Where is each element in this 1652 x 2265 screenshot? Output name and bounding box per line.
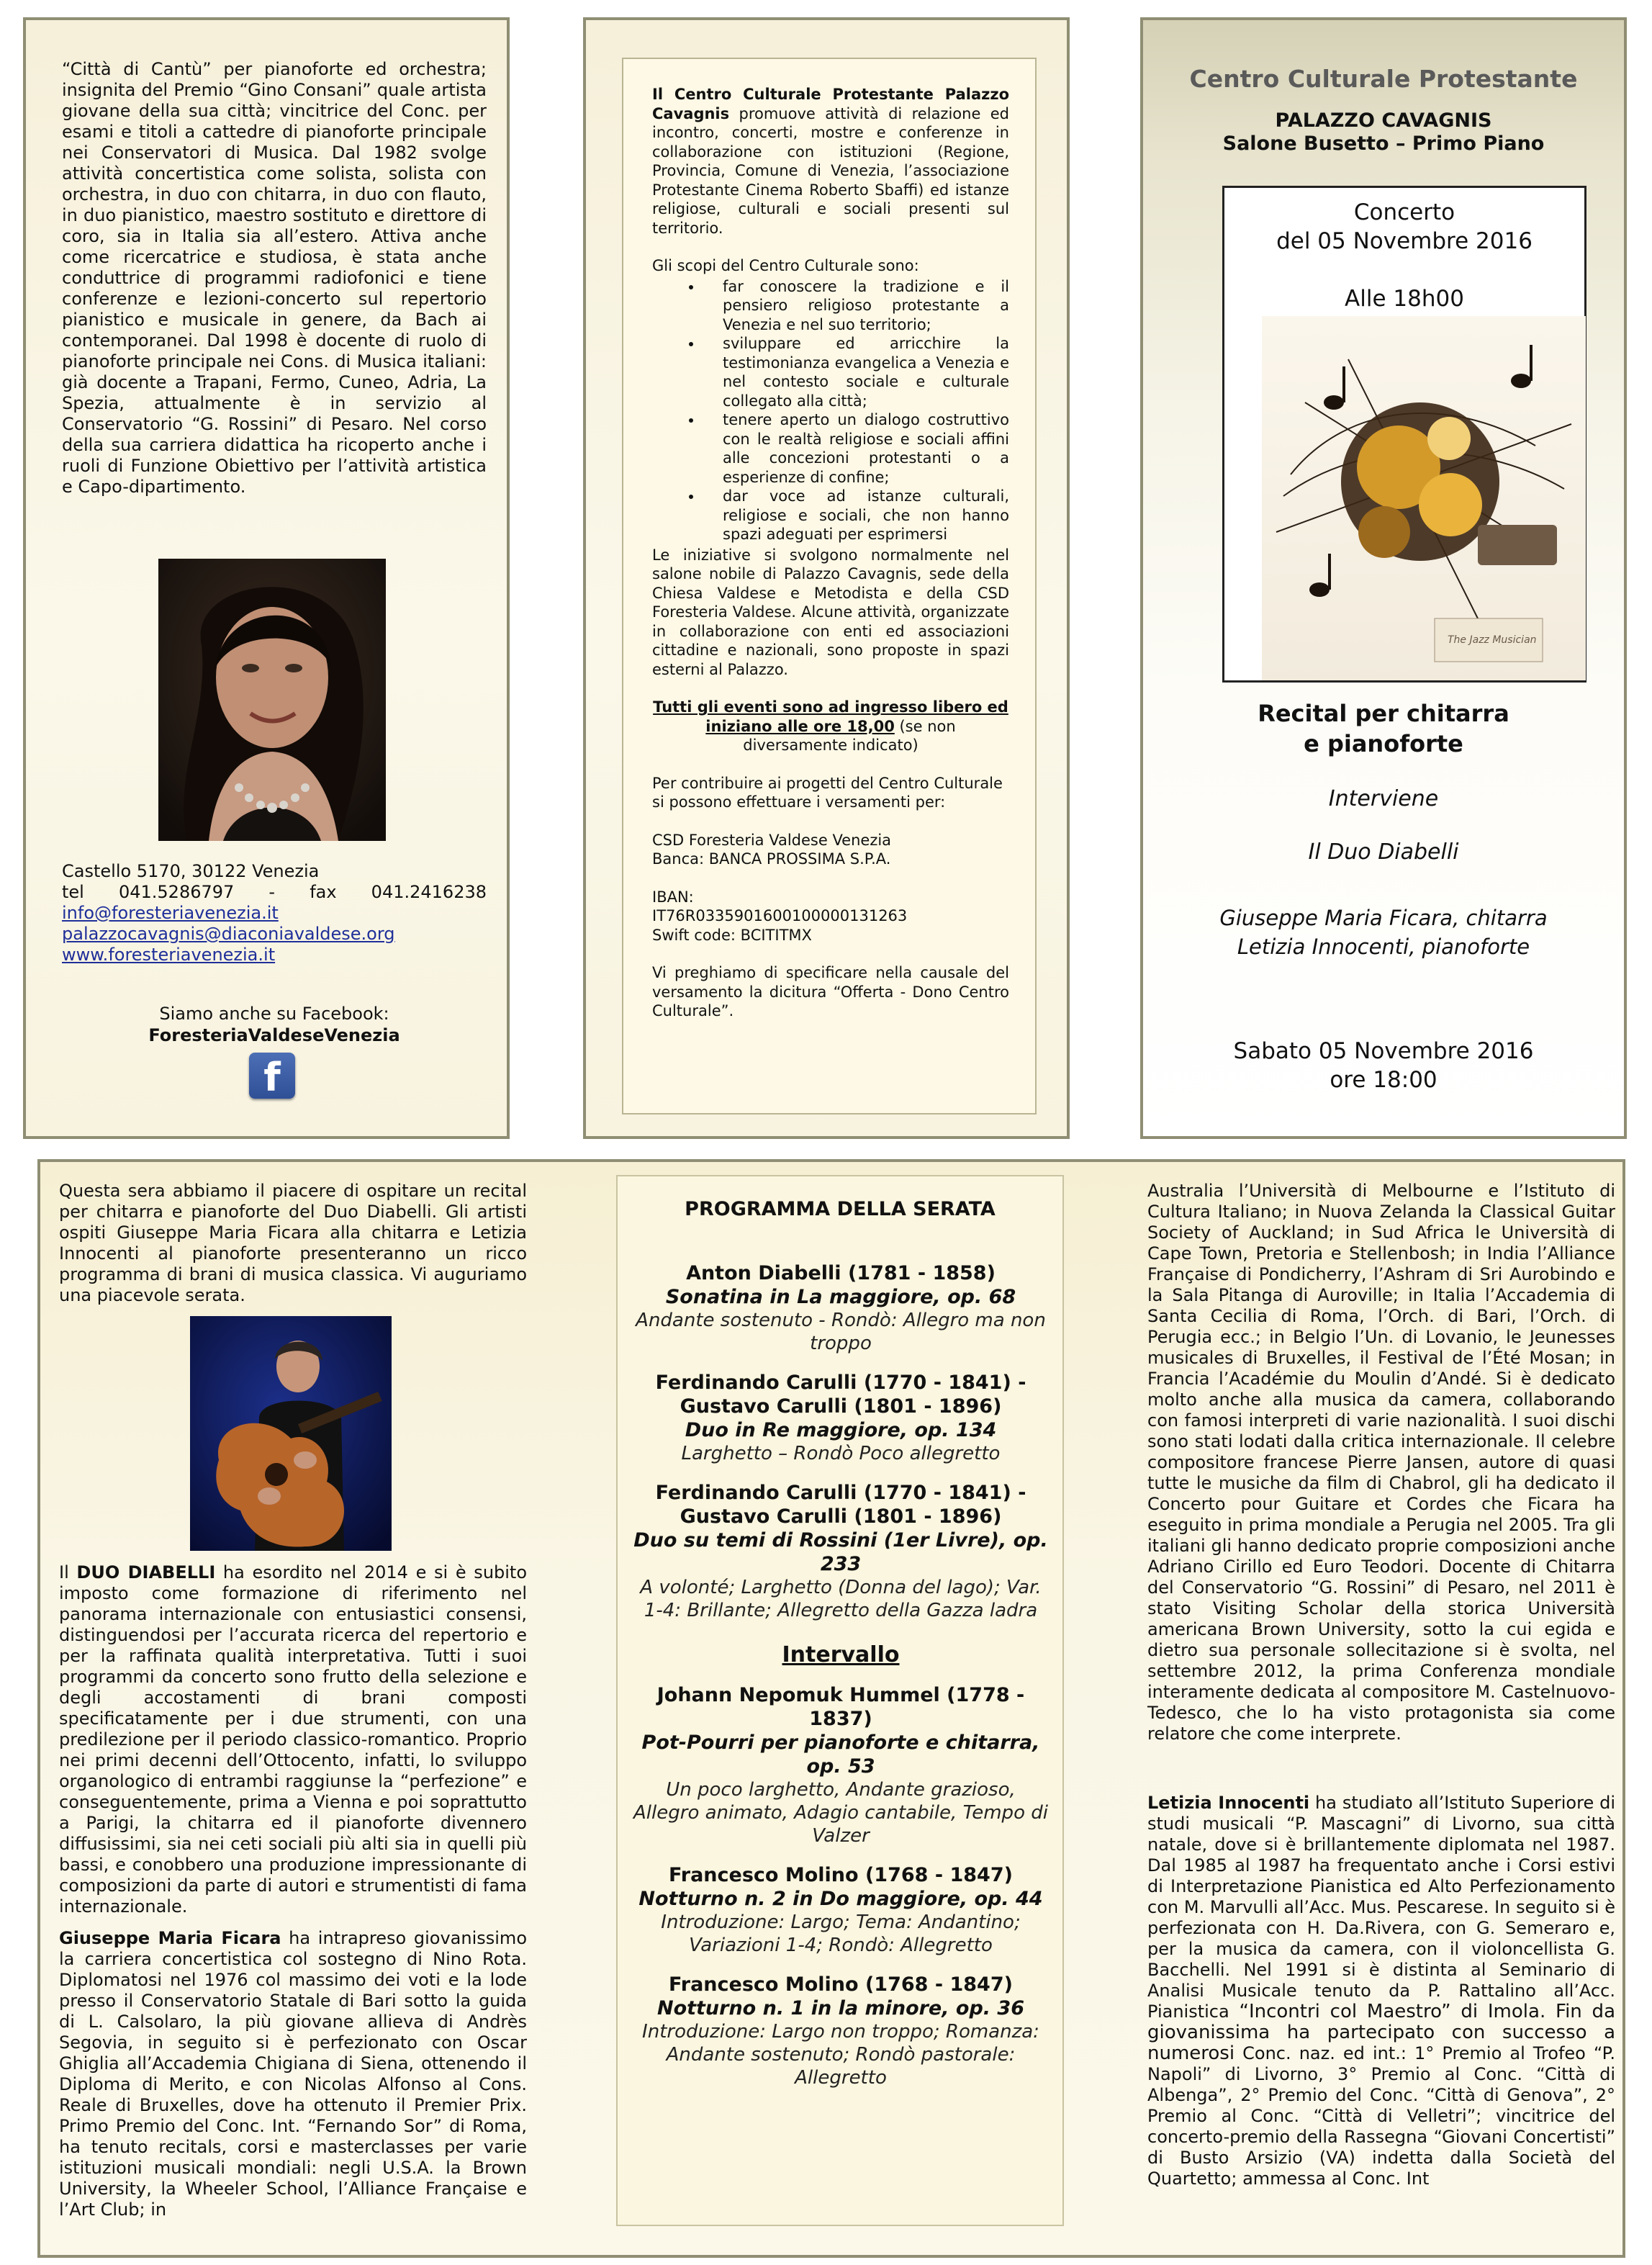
- programme-work: Duo in Re maggiore, op. 134: [685, 1419, 997, 1441]
- programme-work: Pot-Pourri per pianoforte e chitarra, op. 53: [641, 1732, 1040, 1778]
- panel-centro-info: [583, 17, 1070, 1139]
- email-palazzo-link[interactable]: palazzocavagnis@diaconiavaldese.org: [62, 924, 395, 944]
- innocenti-text-end: Conc. naz. ed int.: 1° Premio al Trofeo “P. Napoli” di Livorno, 3° Premio al Conc. “Città di Albenga”, 2° Premio del Conc. “Città di Genova”, 2° Premio al Conc. “Città di Velletri”; vincitrice del concerto-premio della Rassegna “Giovani Concertisti” di Busto Arsizio (VA) indetta dalla Società del Quartetto; ammessa al Conc. Int: [1147, 2043, 1615, 2189]
- facebook-icon[interactable]: [249, 1053, 295, 1099]
- programme-movements: Un poco larghetto, Andante grazioso, Allegro animato, Adagio cantabile, Tempo di Valzer: [633, 1779, 1048, 1847]
- innocenti-name: Letizia Innocenti: [1147, 1793, 1310, 1813]
- programme-movements: Introduzione: Largo; Tema: Andantino; Variazioni 1-4; Rondò: Allegretto: [661, 1911, 1021, 1956]
- interval-label: Intervallo: [782, 1642, 900, 1667]
- pianist-bio-continued: “Città di Cantù” per pianoforte ed orchestra; insignita del Premio “Gino Consani” quale artista giovane della sua città; vincitrice del Conc. per esami e titoli a cattedre di pianoforte principale nei Conservatori di Musica. Dal 1982 svolge attività concertistica come solista, solista con orchestra, in duo con chitarra, in duo con flauto, in duo pianistico, maestro sostituto e direttore di coro, sia in Italia sia all’estero. Attiva anche come ricercatrice e studiosa, è stata anche conduttrice di programmi radiofonici e tiene conferenze e lezioni-concerto sul repertorio pianistico e musicale in genere, da Bach ai contemporanei. Dal 1998 è docente di ruolo di pianoforte principale nei Cons. di Musica italiani: già docente a Trapani, Fermo, Cuneo, Adria, La Spezia, attualmente è in servizio al Conservatorio “G. Rossini” di Pesaro. Nel corso della sua carriera didattica ha ricoperto anche i ruoli di Funzione Obiettivo per l’attività artistica e Capo-dipartimento.: [62, 59, 487, 497]
- programme-composer: Anton Diabelli (1781 - 1858): [686, 1262, 996, 1284]
- guitarist-photo: [190, 1316, 392, 1551]
- duo-diabelli-text: ha esordito nel 2014 e si è subito imposto come formazione di riferimento nel panorama internazionale con entusiastici consensi, distinguendosi per l’accurata ricerca del repertorio e per la raffinata qualità interpretativa. Tutti i suoi programmi da concerto sono frutto della selezione e degli accostamenti di brani composti specificatamente per i due strumenti, con una predilezione per il periodo classico-romantico. Proprio nei primi decenni dell’Ottocento, infatti, lo sviluppo organologico di entrambi raggiunse la “perfezione” e conseguentemente, prima a Vienna e poi soprattutto a Parigi, la chitarra ed il pianoforte divennero diffusissimi, sia nei ceti sociali più alti sia in quelli più bassi, e conobbero una produzione impressionante di composizioni da parte di autori e strumentisti di fama internazionale.: [59, 1562, 528, 1917]
- programme-movements: Larghetto – Rondò Poco allegretto: [681, 1443, 1001, 1464]
- centro-info-box: [622, 58, 1037, 1115]
- event-date: Sabato 05 Novembre 2016: [1233, 1038, 1534, 1064]
- programme-composer: Ferdinando Carulli (1770 - 1841) - Gustavo Carulli (1801 - 1896): [655, 1482, 1026, 1528]
- causale-text: Vi preghiamo di specificare nella causale del versamento la dicitura “Offerta - Dono Centro Culturale”.: [652, 964, 1009, 1019]
- duo-name: Il Duo Diabelli: [1308, 839, 1459, 865]
- programme-item: [632, 1481, 1050, 1622]
- recipient: CSD Foresteria Valdese Venezia: [652, 831, 892, 849]
- org-title: Centro Culturale Protestante: [1189, 65, 1578, 93]
- programme-item: [632, 1371, 1050, 1465]
- centro-intro-bold: Il Centro Culturale Protestante Palazzo Cavagnis: [652, 86, 1009, 122]
- event-hour: ore 18:00: [1330, 1067, 1437, 1093]
- ficara-bio-continued: Australia l’Università di Melbourne e l’Istituto di Cultura Italiano; in Nuova Zelanda la Classical Guitar Society of Auckland; in Sud Africa le Università di Cape Town, Pretoria e Stellenbosh; in India l’Alliance Française di Pondicherry, l’Ashram di Sri Aurobindo e la Sala Pitanga di Auroville; in Italia l’Accademia di Santa Cecilia di Roma, l’Orch. di Bari, l’Orch. di Perugia ecc.; in Belgio l’Un. di Lovanio, le Jeunesses musicales di Bruxelles, il Festival de l’Été Mosan; in Francia l’Académie du Moulin d’Andé. Si è dedicato molto anche alla musica da camera, collaborando con famosi interpreti di varie nazionalità. I suoi dischi sono stati lodati dalla critica internazionale. Il celebre compositore francese Pierre Jansen, autore di quasi tutte le musiche da film di Chabrol, gli ha dedicato il Concerto pour Guitare et Cordes che Ficara ha eseguito in prima mondiale a Perugia nel 2005. Tra gli italiani gli hanno dedicato proprie composizioni anche Adriano Cirillo ed Euro Teodori. Docente di Chitarra del Conservatorio “G. Rossini” di Pesaro, nel 2011 è stato Visiting Scholar della storica Università americana Brown University, sotto la cui egida e dietro sua personale sollecitazione si è svolta, nel settembre 2012, la prima Conferenza mondiale interamente dedicata al compositore M. Castelnuovo-Tedesco, che lo ha visto protagonista sia come relatore che come interprete.: [1147, 1181, 1615, 1744]
- centro-intro-text: promuove attività di relazione ed incontro, concerti, mostre e conferenze in collaborazione con istituzioni (Regione, Provincia, Comune di Venezia, l’associazione Protestante Cinema Roberto Sbaffi) ed istanze religiose, culturali e sociali presenti sul territorio.: [652, 104, 1009, 237]
- palazzo-name: PALAZZO CAVAGNIS: [1275, 109, 1492, 132]
- concert-label: Concerto: [1353, 199, 1455, 225]
- music-collage-artwork: [1262, 316, 1586, 680]
- aim-item: • dar voce ad istanze culturali, religiose e sociali, che non hanno spazi adeguati per esprimersi: [703, 487, 1009, 544]
- duo-diabelli-paragraph: [59, 1562, 527, 1917]
- initiatives-text: Le iniziative si svolgono normalmente nel salone nobile di Palazzo Cavagnis, sede della Chiesa Valdese e Metodista e della CSD Foresteria Valdese. Alcune attività, organizzate in collaborazione con enti ed associazioni cittadine e nazionali, sono proposte in spazi esterni al Palazzo.: [652, 546, 1009, 678]
- person-photo: [158, 559, 386, 841]
- programme-work: Notturno n. 2 in Do maggiore, op. 44: [638, 1888, 1043, 1910]
- aims-intro: Gli scopi del Centro Culturale sono:: [652, 257, 919, 274]
- programme-item: [632, 1261, 1050, 1355]
- concert-box: [1222, 186, 1586, 683]
- innocenti-text: ha studiato all’Istituto Superiore di studi musicali “P. Mascagni” di Livorno, sua città natale, dove si è brillantemente diplomata nel 1987. Dal 1985 al 1987 ha frequentato anche i Corsi estivi di Interpretazione Pianistica ed Alto Perfezionamento con M. Marvulli all’Acc. Mus. Pescarese. In seguito si è perfezionata con H. Da.Rivera, con G. Semeraro e, per la musica da camera, con il violoncellista G. Bacchelli. Nel 1991 si è distinta al Seminario di Analisi Musicale tenuto da P. Rattalino all’Acc. Pianistica: [1147, 1793, 1616, 2022]
- website-link[interactable]: www.foresteriavenezia.it: [62, 945, 276, 965]
- programme-composer: Ferdinando Carulli (1770 - 1841) - Gustavo Carulli (1801 - 1896): [655, 1372, 1026, 1418]
- contribute-text: Per contribuire ai progetti del Centro Culturale si possono effettuare i versamenti per:: [652, 774, 1003, 811]
- panel-cover: [1140, 17, 1627, 1139]
- programme-heading: PROGRAMMA DELLA SERATA: [685, 1198, 996, 1220]
- facebook-page-name[interactable]: ForesteriaValdeseVenezia: [148, 1025, 400, 1045]
- salone-name: Salone Busetto – Primo Piano: [1222, 132, 1545, 155]
- programme-list: [632, 1246, 1050, 2089]
- panel-bio-contacts: [23, 17, 510, 1139]
- interviene-label: Interviene: [1328, 786, 1439, 811]
- iban-label: IBAN:: [652, 888, 694, 906]
- bank-name: Banca: BANCA PROSSIMA S.P.A.: [652, 850, 891, 868]
- recital-title-line2: e pianoforte: [1304, 730, 1463, 757]
- programme-composer: Johann Nepomuk Hummel (1778 - 1837): [656, 1684, 1025, 1730]
- facebook-logo-glyph: f: [263, 1055, 281, 1100]
- recital-title-line1: Recital per chitarra: [1258, 700, 1509, 727]
- aims-list: [652, 277, 1009, 544]
- programme-composer: Francesco Molino (1768 - 1847): [669, 1864, 1013, 1886]
- programme-composer: Francesco Molino (1768 - 1847): [669, 1973, 1013, 1996]
- performer-guitar: Giuseppe Maria Ficara, chitarra: [1219, 906, 1548, 930]
- phone-fax: tel 041.5286797 - fax 041.2416238: [62, 882, 487, 902]
- duo-diabelli-name: DUO DIABELLI: [76, 1562, 216, 1582]
- programme-item: [632, 1683, 1050, 1847]
- welcome-text: Questa sera abbiamo il piacere di ospitare un recital per chitarra e pianoforte del Duo Diabelli. Gli artisti ospiti Giuseppe Maria Ficara alla chitarra e Letizia Innocenti al pianoforte presenteranno un ricco programma di brani di musica classica. Vi auguriamo una piacevole serata.: [59, 1181, 527, 1305]
- programme-movements: Introduzione: Largo non troppo; Romanza: Andante sostenuto; Rondò pastorale: Allegretto: [642, 2021, 1039, 2089]
- concert-date: del 05 Novembre 2016: [1276, 228, 1533, 254]
- address: Castello 5170, 30122 Venezia: [62, 861, 320, 881]
- duo-pre: Il: [59, 1562, 77, 1582]
- free-entry-bold: Tutti gli eventi sono ad ingresso libero ed iniziano alle ore 18,00: [653, 698, 1008, 735]
- innocenti-text-mid: “Incontri col Maestro” di Imola. Fin da giovanissima ha partecipato con successo a numerosi: [1147, 2001, 1615, 2064]
- innocenti-bio: [1147, 1793, 1615, 2189]
- artwork-caption: The Jazz Musician: [1448, 634, 1537, 646]
- programme-work: Duo su temi di Rossini (1er Livre), op. 233: [633, 1529, 1048, 1575]
- programme-movements: Andante sostenuto - Rondò: Allegro ma non troppo: [636, 1310, 1046, 1354]
- panel-bios-continued: [1147, 1181, 1615, 2248]
- panel-programme: [616, 1175, 1064, 2226]
- programme-item: [632, 1863, 1050, 1957]
- iban-code: IT76R0335901600100000131263: [652, 907, 908, 924]
- performer-piano: Letizia Innocenti, pianoforte: [1237, 935, 1530, 959]
- ficara-bio-text: ha intrapreso giovanissimo la carriera concertistica col sostegno di Nino Rota. Diplomatosi nel 1976 col massimo dei voti e la lode presso il Conservatorio Statale di Bari sotto la guida di L. Calsolaro, la più giovane allieva di Andrès Segovia, in seguito si è perfezionato con Oscar Ghiglia all’Accademia Chigiana di Siena, ottenendo il Diploma di Merito, e con Nicolas Alfonso al Cons. Reale di Bruxelles, dove ha ottenuto il Premier Prix. Primo Premio del Conc. Int. “Fernando Sor” di Roma, ha tenuto recitals, corsi e masterclasses per varie istituzioni musicali mondiali: negli U.S.A. la Brown University, la Wheeler School, l’Alliance Française e l’Art Club; in: [59, 1928, 527, 2220]
- programme-item: [632, 1973, 1050, 2089]
- concert-time: Alle 18h00: [1345, 286, 1464, 312]
- free-entry-note: (se non diversamente indicato): [743, 717, 956, 754]
- ficara-name: Giuseppe Maria Ficara: [59, 1928, 281, 1948]
- swift-code: Swift code: BCITITMX: [652, 926, 812, 944]
- programme-movements: A volonté; Larghetto (Donna del lago); Var. 1-4: Brillante; Allegretto della Gazza ladra: [640, 1577, 1042, 1621]
- ficara-bio: [59, 1928, 527, 2220]
- aim-item: • far conoscere la tradizione e il pensiero religioso protestante a Venezia e nel suo territorio;: [703, 277, 1009, 335]
- contacts-block: [62, 861, 487, 965]
- aim-item: • sviluppare ed arricchire la testimonianza evangelica a Venezia e nel contesto sociale e culturale collegato alla città;: [703, 334, 1009, 410]
- facebook-intro: Siamo anche su Facebook:: [159, 1004, 389, 1024]
- aim-item: • tenere aperto un dialogo costruttivo con le realtà religiose e sociali affini alle concezioni protestanti o a esperienze di confine;: [703, 410, 1009, 487]
- panel-welcome-duo: [52, 1181, 531, 2248]
- programme-work: Notturno n. 1 in la minore, op. 36: [656, 1997, 1025, 2019]
- programme-work: Sonatina in La maggiore, op. 68: [665, 1286, 1016, 1308]
- email-info-link[interactable]: info@foresteriavenezia.it: [62, 903, 279, 923]
